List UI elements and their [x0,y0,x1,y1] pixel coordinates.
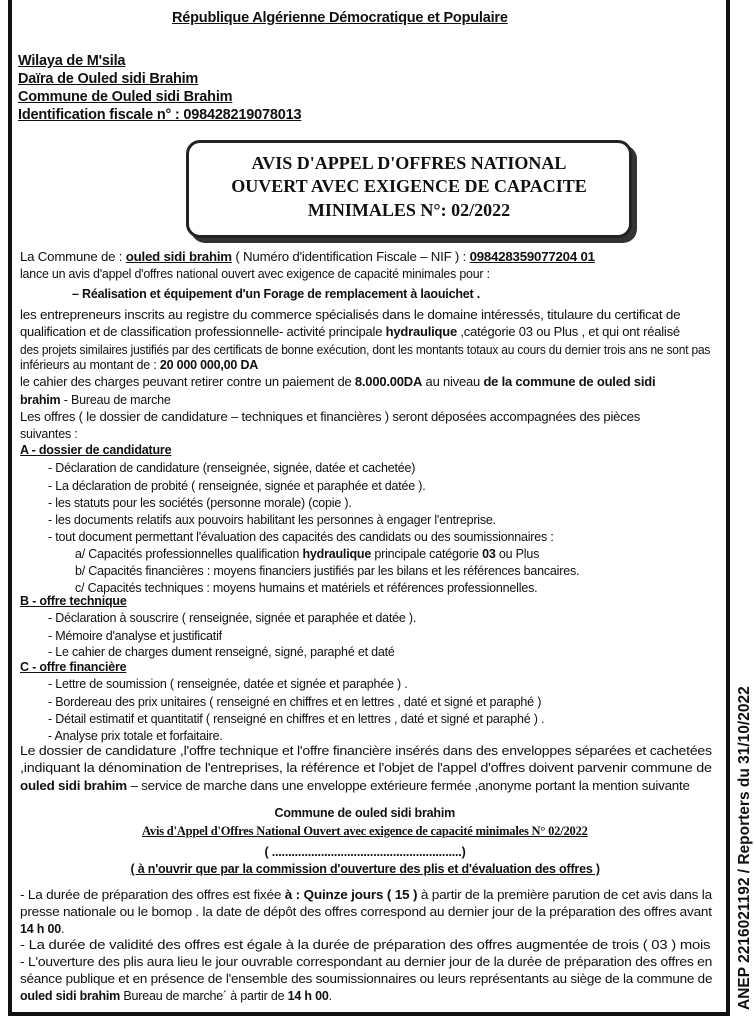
body-text: – service de marche dans une enveloppe extérieure fermée ,anonyme portant la mention suivante [126,779,690,793]
daira-label: Daïra de Ouled sidi Brahim [18,71,199,87]
body-line [20,358,258,372]
body-line [48,479,426,493]
body-line [20,325,680,339]
body-text: - les statuts pour les sociétés (personne morale) (copie ). [48,496,352,510]
body-text: b/ Capacités financières : moyens financiers justifiés par les bilans et les références bancaires. [75,564,580,578]
body-line [20,888,712,902]
body-text: - La durée de validité des offres est égale à la durée de préparation des offres augmentée de trois ( 03 ) mois [20,938,711,952]
body-text: - Bureau de marche [60,393,171,407]
body-line [48,677,408,691]
body-text: . [61,922,65,936]
body-line [20,375,655,389]
body-line [20,267,490,281]
emphasized-text: 098428359077204 01 [469,250,595,264]
body-text: - Le cahier de charges dument renseigné, signé, paraphé et daté [48,645,395,659]
body-text: - Détail estimatif et quantitatif ( renseigné en chiffres et en lettres , daté et signé et paraphé ) . [48,712,545,726]
body-line [20,922,64,936]
wilaya-label: Wilaya de M'sila [18,53,126,69]
body-line [20,938,710,952]
body-text: - les documents relatifs aux pouvoirs habilitant les personnes à engager l'entreprise. [48,513,496,527]
body-text: à partir de la première parution de cet avis dans la [417,888,712,902]
emphasized-text: B - offre technique [20,594,127,608]
body-text: Bureau de marche´ à partir de [120,989,288,1003]
body-line [20,427,78,441]
body-line [20,989,332,1003]
body-text: ou Plus [495,547,540,561]
body-line [48,729,223,743]
body-text: - Bordereau des prix unitaires ( renseigné en chiffres et en lettres , daté et signé et paraphé ) [48,695,542,709]
title-line-2: OUVERT AVEC EXIGENCE DE CAPACITE [231,176,587,196]
body-text: - Lettre de soumission ( renseignée, datée et signée et paraphée ) . [48,677,408,691]
fiscal-id-label: Identification fiscale n° : 098428219078013 [18,107,302,123]
body-line [20,393,171,407]
body-line [20,410,640,424]
emphasized-text: Avis d'Appel d'Offres National Ouvert avec exigence de capacité minimales N° 02/2022 [142,824,588,838]
emphasized-text: ( à n'ouvrir que par la commission d'ouverture des plis et d'évaluation des offres ) [130,862,600,876]
emphasized-text: C - offre financière [20,660,127,674]
body-text: des projets similaires justifiés par des certificats de bonne exécution, dont les montants totaux au cours du dernier trois ans ne sont pas [20,343,711,357]
emphasized-text: à : Quinze jours ( 15 ) [284,888,418,902]
body-line [131,862,600,876]
publication-reference: ANEP 2216021192 / Reporters du 31/10/2022 [736,686,753,1010]
title-line-1: AVIS D'APPEL D'OFFRES NATIONAL [251,153,567,173]
body-line [142,824,588,839]
body-text: - L'ouverture des plis aura lieu le jour ouvrable correspondant au dernier jour de la durée de préparation des offres en [20,955,713,969]
body-text: La Commune de : [20,250,126,264]
emphasized-text: hydraulique [385,325,457,339]
body-line [20,955,712,969]
body-text: Le dossier de candidature ,l'offre technique et l'offre financière insérés dans des enveloppes séparées et cachetées [20,744,712,758]
body-line [20,779,690,793]
notice-title-box [186,140,632,238]
emphasized-text: 14 h 00 [287,989,329,1003]
body-text: . [328,989,332,1003]
body-text: lance un avis d'appel d'offres national ouvert avec exigence de capacité minimales pour : [20,267,490,281]
commune-label: Commune de Ouled sidi Brahim [18,89,233,105]
body-text: c/ Capacités techniques : moyens humains et matériels et références professionnelles. [75,581,538,595]
emphasized-text: Commune de ouled sidi brahim [274,806,456,820]
body-line [20,761,712,775]
body-line [48,629,222,643]
body-text: qualification et de classification professionnelle- activité principale [20,325,386,339]
body-text: - La déclaration de probité ( renseignée, signée et paraphée et datée ). [48,479,426,493]
body-line [20,744,712,758]
body-text: a/ Capacités professionnelles qualification [75,547,303,561]
body-line [20,343,710,357]
body-line [75,581,537,595]
body-line [72,287,480,301]
body-text: inférieurs au montant de : [20,358,160,372]
title-line-3: MINIMALES N°: 02/2022 [307,200,511,220]
emphasized-text: 20 000 000,00 DA [159,358,259,372]
body-text: principale catégorie [371,547,483,561]
emphasized-text: 14 h 00 [20,922,61,936]
emphasized-text: – Réalisation et équipement d'un Forage de remplacement à laouichet . [72,287,481,301]
body-line [20,250,595,264]
emphasized-text: 8.000.00DA [354,375,423,389]
body-line [20,905,712,919]
body-text: - La durée de préparation des offres est fixée [20,888,285,902]
emphasized-text: A - dossier de candidature [20,443,172,457]
body-text: ,catégorie 03 ou Plus , et qui ont réalisé [456,325,680,339]
body-line [48,695,541,709]
body-line [48,496,352,510]
body-text: séance publique et en présence de l'ensemble des soumissionnaires ou leurs représentants au siège de la commune de [20,972,713,986]
body-line [48,461,415,475]
emphasized-text: de la commune de ouled sidi [483,375,656,389]
body-line [48,513,496,527]
emphasized-text: ouled sidi brahim [125,250,232,264]
body-line [20,660,126,674]
body-text: - Déclaration de candidature (renseignée, signée, datée et cachetée) [48,461,416,475]
body-text: Les offres ( le dossier de candidature – techniques et financières ) seront déposées accompagnées des pièces [20,410,641,424]
body-text: ,indiquant la dénomination de l'entreprises, la référence et l'objet de l'appel d'offres doivent parvenir commune de [20,761,712,775]
body-line [48,611,416,625]
body-line [20,443,171,457]
republic-heading: République Algérienne Démocratique et Populaire [172,10,508,26]
body-text: - Analyse prix totale et forfaitaire. [48,729,223,743]
body-line [275,806,456,820]
body-text: ( Numéro d'identification Fiscale – NIF ) : [231,250,470,264]
body-text: les entrepreneurs inscrits au registre du commerce spécialisés dans le domaine intéressés, titulaure du certificat de [20,308,681,322]
body-text: - Mémoire d'analyse et justificatif [48,629,222,643]
body-line [20,594,127,608]
body-text: - Déclaration à souscrire ( renseignée, signée et paraphée et datée ). [48,611,417,625]
body-line [75,564,579,578]
body-line [48,530,554,544]
body-text: suivantes : [20,427,78,441]
emphasized-text: 03 [482,547,496,561]
body-text: presse nationale ou le bomop . la date de dépôt des offres correspond au dernier jour de la préparation des offres avant [20,905,712,919]
emphasized-text: hydraulique [302,547,372,561]
body-line [265,845,466,859]
body-text: au niveau [422,375,484,389]
emphasized-text: ouled sidi brahim [20,989,121,1003]
emphasized-text: brahim [20,393,61,407]
emphasized-text: ( ..........................................................) [264,845,466,859]
body-text: - tout document permettant l'évaluation des capacités des candidats ou des soumissionnaires : [48,530,554,544]
emphasized-text: ouled sidi brahim [20,779,127,793]
body-line [20,308,680,322]
body-line [48,712,544,726]
body-line [48,645,395,659]
body-line [20,972,712,986]
body-text: le cahier des charges peuvant retirer contre un paiement de [20,375,355,389]
body-line [75,547,539,561]
